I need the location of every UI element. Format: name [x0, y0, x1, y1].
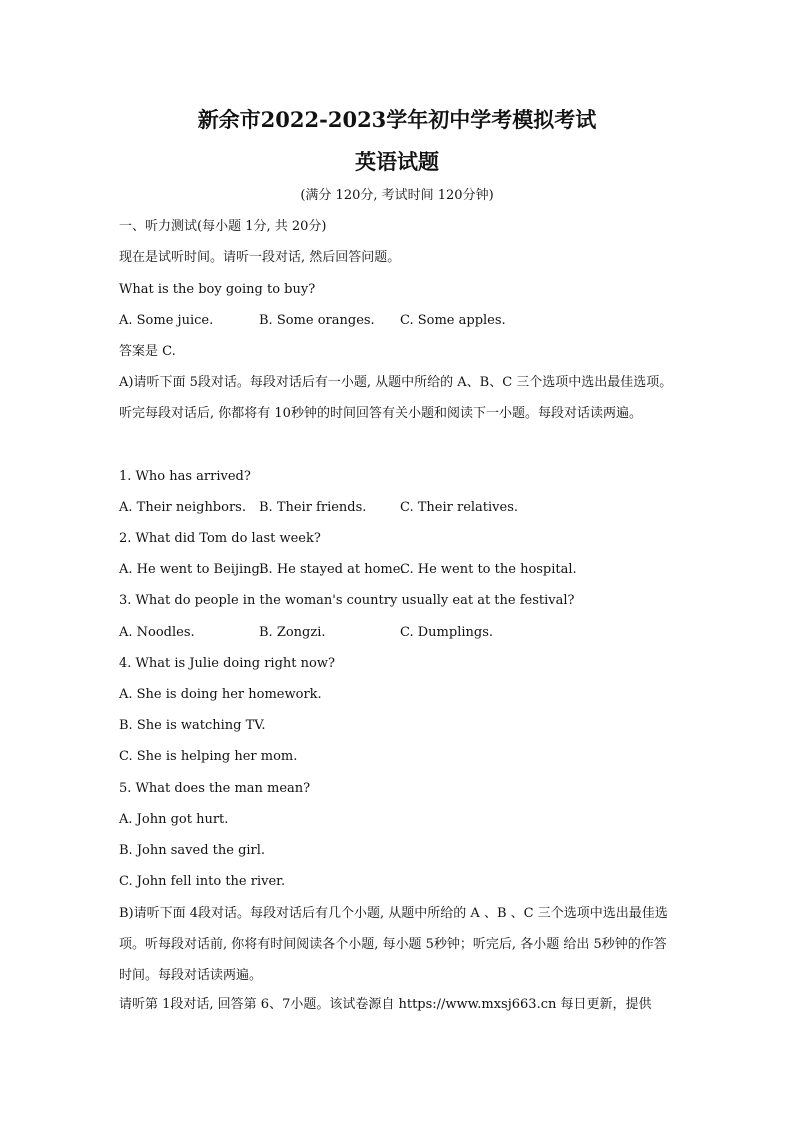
exam-title: 新余市2022-2023学年初中学考模拟考试 — [197, 107, 597, 132]
question-2: 2. What did Tom do last week? — [119, 531, 321, 546]
question-3-options — [119, 624, 493, 642]
option-b: B. Their friends. — [259, 500, 367, 515]
question-4-option-b: B. She is watching TV. — [119, 718, 266, 733]
question-5-option-b: B. John saved the girl. — [119, 843, 266, 858]
exam-subtitle: 英语试题 — [355, 149, 439, 174]
option-c: C. He went to the hospital. — [400, 562, 577, 577]
question-1: 1. Who has arrived? — [119, 469, 251, 484]
option-a: A. Noodles. — [119, 625, 195, 640]
question-4-option-a: A. She is doing her homework. — [119, 687, 322, 702]
question-4-option-c: C. She is helping her mom. — [119, 749, 298, 764]
question-4: 4. What is Julie doing right now? — [119, 656, 335, 671]
option-b: B. He stayed at home. — [259, 562, 405, 577]
question-5: 5. What does the man mean? — [119, 781, 311, 796]
section1-heading: 一、听力测试(每小题 1分, 共 20分) — [119, 219, 327, 234]
practice-question: What is the boy going to buy? — [119, 282, 316, 297]
practice-intro: 现在是试听时间。请听一段对话, 然后回答问题。 — [119, 250, 401, 265]
option-c: C. Dumplings. — [400, 625, 494, 640]
exam-note: (满分 120分, 考试时间 120分钟) — [300, 188, 494, 203]
option-a: A. Their neighbors. — [119, 500, 246, 515]
question-2-options — [119, 561, 577, 579]
question-5-option-c: C. John fell into the river. — [119, 874, 286, 889]
part-b-instructions: B)请听下面 4段对话。每段对话后有几个小题, 从题中所给的 A 、B 、C 三个选项中选出最佳选项。听每段对话前, 你将有时间阅读各个小题, 每小题 5秒钟；听完后, 各小题 给出 5秒钟的作答时间。每段对话读两遍。 — [119, 906, 668, 983]
option-b: B. Some oranges. — [259, 313, 375, 328]
option-c: C. Their relatives. — [400, 500, 519, 515]
option-a: A. He went to Beijing. — [119, 562, 264, 577]
question-3: 3. What do people in the woman's country usually eat at the festival? — [119, 593, 575, 608]
option-b: B. Zongzi. — [259, 625, 326, 640]
question-5-option-a: A. John got hurt. — [119, 812, 229, 827]
practice-answer: 答案是 C. — [119, 344, 176, 359]
option-a: A. Some juice. — [119, 313, 214, 328]
practice-options — [119, 312, 506, 330]
option-c: C. Some apples. — [400, 313, 506, 328]
question-1-options — [119, 499, 518, 517]
dialogue-1-intro: 请听第 1段对话, 回答第 6、7小题。该试卷源自 https://www.mxsj663.cn 每日更新，提供 — [119, 997, 652, 1012]
part-a-instructions: A)请听下面 5段对话。每段对话后有一小题, 从题中所给的 A、B、C 三个选项中选出最佳选项。听完每段对话后, 你都将有 10秒钟的时间回答有关小题和阅读下一小题。每段对话读两遍。 — [119, 375, 673, 421]
